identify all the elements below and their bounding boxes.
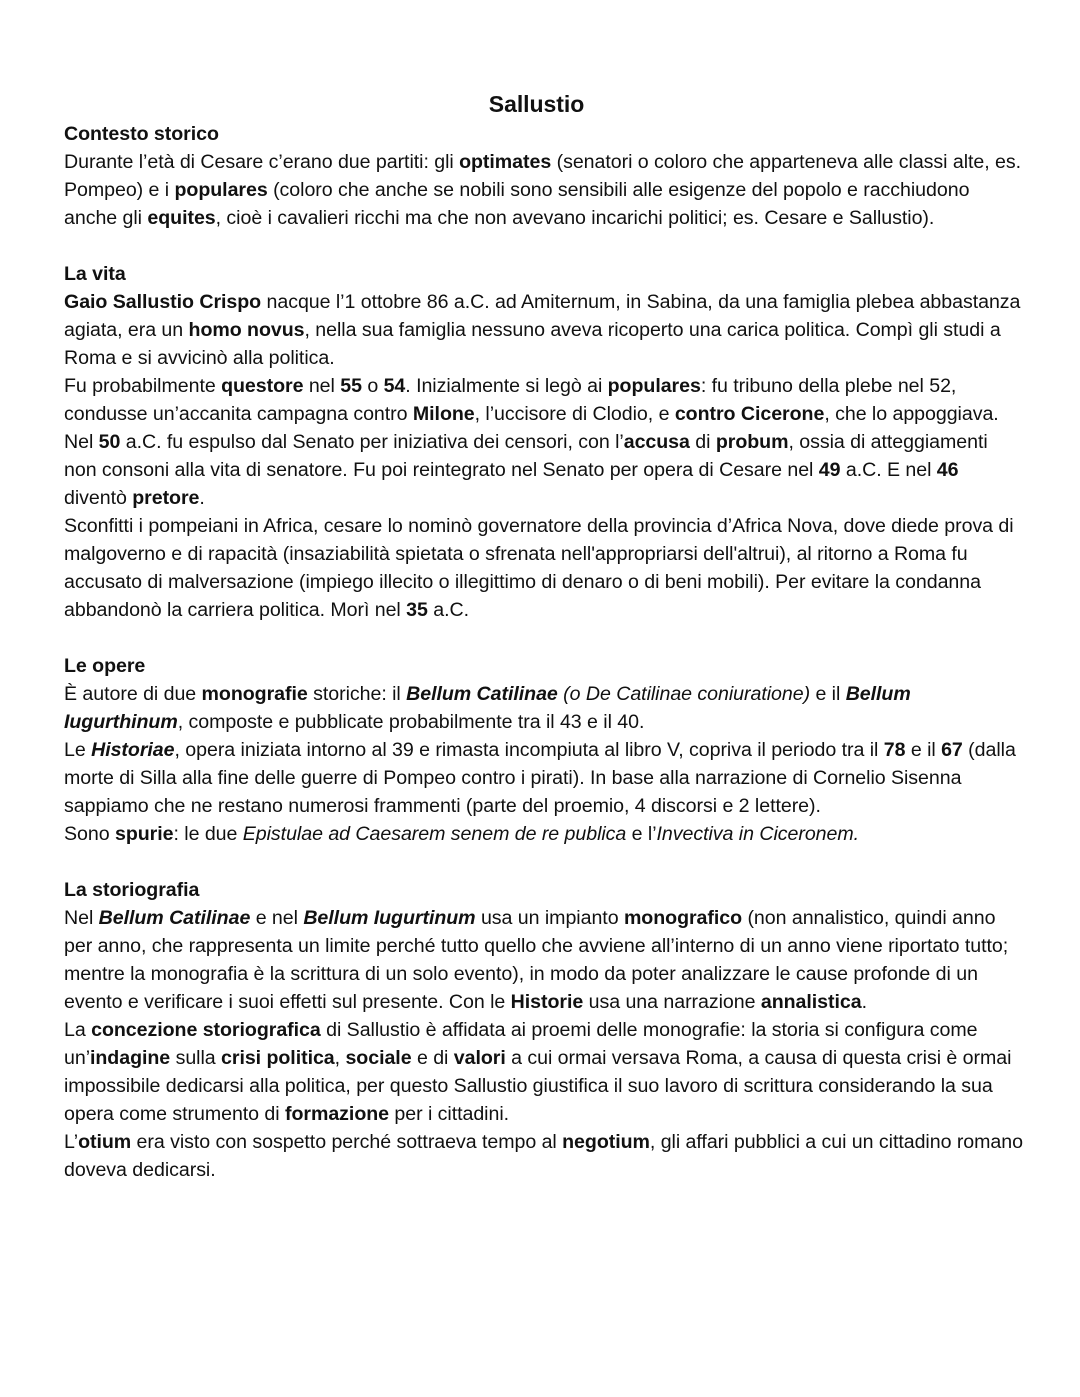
emphasis-bold: formazione xyxy=(284,1103,389,1125)
text-run: , composte e pubblicate probabilmente tra il 43 e il 40. xyxy=(177,711,645,733)
text-run: storiche: il xyxy=(307,683,407,705)
emphasis-bold: 35 xyxy=(406,599,428,621)
section-heading: Contesto storico xyxy=(64,123,219,145)
text-run: usa una narrazione xyxy=(583,991,761,1013)
paragraph xyxy=(64,680,1024,736)
text-run: . xyxy=(861,991,867,1013)
emphasis-bold: annalistica xyxy=(760,991,862,1013)
emphasis-bold: 78 xyxy=(883,739,906,761)
paragraph xyxy=(64,904,1024,1016)
text-run: , l’uccisore di Clodio, e xyxy=(474,403,675,425)
text-run: a cui ormai versava Roma, a causa di questa crisi è ormai impossibile dedicarsi alla politica, per questo Sallustio giustifica il suo lavoro di scrittura considerando la sua opera come strumento di xyxy=(64,1047,1012,1125)
emphasis-bold-italic: Bellum Catilinae xyxy=(406,683,558,705)
emphasis-bold: 49 xyxy=(818,459,841,481)
text-run: sulla xyxy=(170,1047,222,1069)
text-run: a.C. fu espulso dal Senato per iniziativa dei censori, con l’ xyxy=(120,431,624,453)
paragraph xyxy=(64,736,1024,820)
text-run: o xyxy=(361,375,384,397)
text-run: era visto con sospetto perché sottraeva tempo al xyxy=(131,1131,563,1153)
section-spacer xyxy=(64,624,1024,652)
emphasis-bold: 67 xyxy=(941,739,963,761)
paragraph xyxy=(64,288,1024,372)
paragraph xyxy=(64,372,1024,428)
emphasis-bold: optimates xyxy=(459,151,552,173)
text-run: Fu probabilmente xyxy=(64,375,222,397)
text-run: . xyxy=(199,487,205,509)
paragraph xyxy=(64,512,1024,624)
text-run: Nel xyxy=(64,907,99,929)
emphasis-bold: spurie xyxy=(114,823,174,845)
emphasis-bold: monografie xyxy=(201,683,308,705)
emphasis-bold: sociale xyxy=(345,1047,412,1069)
emphasis-bold: otium xyxy=(78,1131,132,1153)
text-run: per i cittadini. xyxy=(389,1103,510,1125)
emphasis-bold-italic: Bellum Iugurtinum xyxy=(303,907,476,929)
paragraph xyxy=(64,148,1024,232)
emphasis-bold: 46 xyxy=(936,459,959,481)
text-run: (senatori o coloro che apparteneva alle classi alte, es. Pompeo) e i xyxy=(64,151,1022,201)
emphasis-bold: accusa xyxy=(623,431,690,453)
section-heading: La storiografia xyxy=(64,879,200,901)
text-run: nel xyxy=(303,375,341,397)
section-heading: La vita xyxy=(64,263,126,285)
page-title: Sallustio xyxy=(488,91,585,117)
emphasis-bold: concezione storiografica xyxy=(91,1019,321,1041)
text-run: Le xyxy=(64,739,92,761)
text-run: Sono xyxy=(64,823,115,845)
text-run: , nella sua famiglia nessuno aveva ricoperto una carica politica. Compì gli studi a Roma e si avvicinò alla politica. xyxy=(64,319,1001,369)
emphasis-bold: Gaio Sallustio Crispo xyxy=(64,291,262,313)
emphasis-bold: negotium xyxy=(562,1131,650,1153)
paragraph xyxy=(64,1128,1024,1184)
text-run: e nel xyxy=(250,907,304,929)
emphasis-italic: Invectiva in Ciceronem. xyxy=(656,823,860,845)
text-run: La xyxy=(64,1019,92,1041)
emphasis-bold: valori xyxy=(453,1047,506,1069)
section-le-opere xyxy=(64,652,1024,848)
document-body xyxy=(64,120,1024,1184)
emphasis-bold-italic: Bellum Iugurthinum xyxy=(64,683,911,733)
emphasis-bold: 50 xyxy=(98,431,121,453)
text-run: e il xyxy=(905,739,942,761)
document-page xyxy=(64,88,1024,1184)
text-run: nacque l’1 ottobre 86 a.C. ad Amiternum, in Sabina, da una famiglia plebea abbastanza agiata, era un xyxy=(64,291,1021,341)
text-run: : le due xyxy=(173,823,243,845)
paragraph xyxy=(64,1016,1024,1128)
emphasis-bold: contro Cicerone xyxy=(674,403,825,425)
text-run: , che lo appoggiava. xyxy=(824,403,999,425)
section-heading: Le opere xyxy=(64,655,146,677)
emphasis-bold-italic: Bellum Catilinae xyxy=(98,907,251,929)
text-run: (dalla morte di Silla alla fine delle guerre di Pompeo contro i pirati). In base alla narrazione di Cornelio Sisenna sappiamo che ne restano numerosi frammenti (parte del proemio, 4 discorsi e 2 lettere). xyxy=(64,739,1016,817)
paragraph xyxy=(64,820,1024,848)
text-run: di Sallustio è affidata ai proemi delle monografie: la storia si configura come un’ xyxy=(64,1019,978,1069)
emphasis-bold: Historie xyxy=(510,991,584,1013)
emphasis-bold: 54 xyxy=(383,375,406,397)
emphasis-bold: pretore xyxy=(132,487,200,509)
text-run: a.C. E nel xyxy=(840,459,937,481)
text-run: Sconfitti i pompeiani in Africa, cesare lo nominò governatore della provincia d’Africa Nova, dove diede prova di malgoverno e di rapacità (insaziabilità spietata o sfrenata nell'appropriarsi dell'altrui), al ritorno a Roma fu accusato di malversazione (impiego illecito o illegittimo di denaro o di beni mobili). Per evitare la condanna abbandonò la carriera politica. Morì nel xyxy=(64,515,1014,621)
text-run: di xyxy=(689,431,716,453)
emphasis-bold: equites xyxy=(147,207,216,229)
emphasis-bold: crisi politica xyxy=(221,1047,335,1069)
emphasis-bold-italic: Historiae xyxy=(91,739,175,761)
emphasis-bold: monografico xyxy=(623,907,743,929)
text-run: . Inizialmente si legò ai xyxy=(405,375,608,397)
paragraph xyxy=(64,428,1024,512)
text-run: , gli affari pubblici a cui un cittadino romano doveva dedicarsi. xyxy=(64,1131,1023,1181)
emphasis-bold: indagine xyxy=(90,1047,171,1069)
emphasis-bold: questore xyxy=(221,375,304,397)
text-run: e l’ xyxy=(626,823,657,845)
text-run: diventò xyxy=(64,487,133,509)
text-run: È autore di due xyxy=(64,683,202,705)
text-run: , xyxy=(334,1047,346,1069)
text-run: usa un impianto xyxy=(475,907,624,929)
text-run: , opera iniziata intorno al 39 e rimasta incompiuta al libro V, copriva il periodo tra il xyxy=(174,739,884,761)
text-run: e di xyxy=(411,1047,454,1069)
section-la-storiografia xyxy=(64,876,1024,1184)
text-run: e il xyxy=(810,683,846,705)
emphasis-bold: homo novus xyxy=(188,319,305,341)
text-run: , cioè i cavalieri ricchi ma che non avevano incarichi politici; es. Cesare e Sallustio). xyxy=(215,207,935,229)
text-run: Durante l’età di Cesare c’erano due partiti: gli xyxy=(64,151,460,173)
emphasis-bold: probum xyxy=(715,431,789,453)
section-contesto-storico xyxy=(64,120,1024,232)
text-run: Nel xyxy=(64,431,99,453)
text-run: (non annalistico, quindi anno per anno, che rappresenta un limite perché tutto quello che avviene all’interno di un anno viene riportato tutto; mentre la monografia è la scrittura di un solo evento), in modo da poter analizzare le cause profonde di un evento e verificare i suoi effetti sul presente. Con le xyxy=(64,907,1009,1013)
text-run: (coloro che anche se nobili sono sensibili alle esigenze del popolo e racchiudono anche gli xyxy=(64,179,970,229)
emphasis-italic: Epistulae ad Caesarem senem de re publica xyxy=(242,823,627,845)
emphasis-bold: populares xyxy=(174,179,268,201)
text-run: L’ xyxy=(64,1131,79,1153)
emphasis-italic: (o De Catilinae coniuratione) xyxy=(563,683,811,705)
emphasis-bold: populares xyxy=(607,375,701,397)
section-la-vita xyxy=(64,260,1024,624)
emphasis-bold: 55 xyxy=(340,375,362,397)
text-run: , ossia di atteggiamenti non consoni alla vita di senatore. Fu poi reintegrato nel Senato per opera di Cesare nel xyxy=(64,431,988,481)
text-run: : fu tribuno della plebe nel 52, condusse un’accanita campagna contro xyxy=(64,375,957,425)
emphasis-bold: Milone xyxy=(412,403,475,425)
text-run: a.C. xyxy=(427,599,469,621)
section-spacer xyxy=(64,848,1024,876)
section-spacer xyxy=(64,232,1024,260)
